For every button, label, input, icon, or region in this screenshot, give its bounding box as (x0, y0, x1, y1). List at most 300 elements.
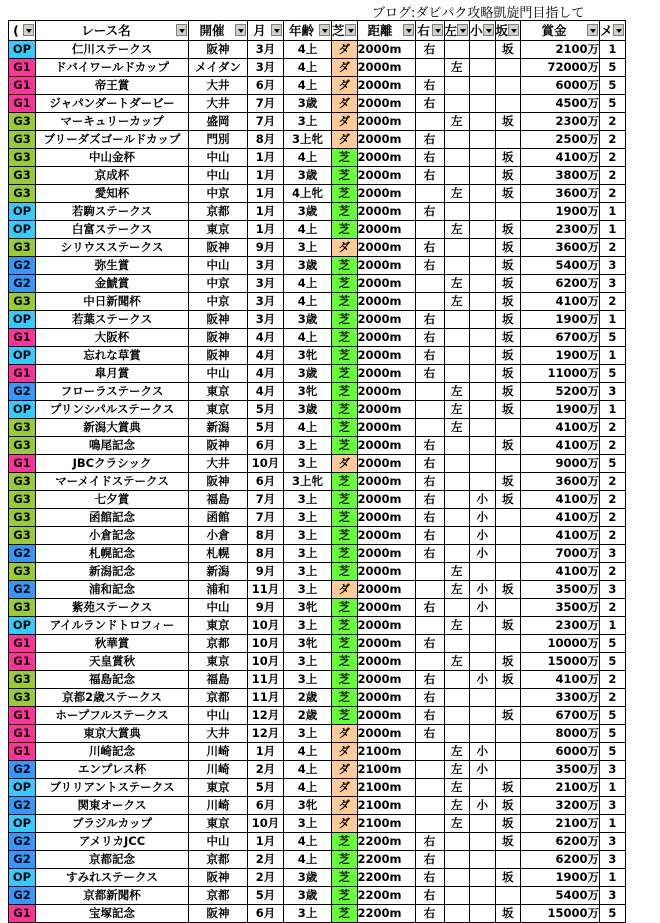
month-cell: 4月 (248, 329, 284, 347)
table-row (9, 455, 626, 473)
filter-dropdown-icon[interactable] (403, 24, 414, 36)
month-cell: 8月 (248, 527, 284, 545)
surface-cell: 芝 (332, 365, 358, 383)
column-header (495, 21, 521, 41)
surface-cell: 芝 (332, 671, 358, 689)
right-turn-cell: 右 (415, 671, 444, 689)
slope-cell: 坂 (495, 329, 521, 347)
slope-cell (495, 599, 521, 617)
small-track-cell (470, 311, 496, 329)
venue-cell: 小倉 (189, 527, 248, 545)
left-turn-cell (444, 725, 470, 743)
age-cell: 3上 (284, 671, 332, 689)
prize-cell: 3600万 (521, 239, 600, 257)
grade-cell: G3 (9, 113, 36, 131)
venue-cell: 大井 (189, 77, 248, 95)
age-cell: 3歳 (284, 869, 332, 887)
month-cell: 7月 (248, 113, 284, 131)
memory-cell: 5 (600, 365, 626, 383)
venue-cell: 大井 (189, 725, 248, 743)
memory-cell: 3 (600, 851, 626, 869)
memory-cell: 2 (600, 113, 626, 131)
right-turn-cell: 右 (415, 95, 444, 113)
month-cell: 3月 (248, 275, 284, 293)
memory-cell: 2 (600, 689, 626, 707)
slope-cell: 坂 (495, 383, 521, 401)
table-row (9, 365, 626, 383)
prize-cell: 1900万 (521, 347, 600, 365)
slope-cell: 坂 (495, 185, 521, 203)
left-turn-cell (444, 707, 470, 725)
distance-cell: 2000m (357, 563, 415, 581)
distance-cell: 2000m (357, 689, 415, 707)
table-row (9, 149, 626, 167)
race-name-cell: フローラステークス (36, 383, 189, 401)
race-name-cell: 新潟大賞典 (36, 419, 189, 437)
memory-cell: 5 (600, 725, 626, 743)
prize-cell: 5400万 (521, 887, 600, 905)
small-track-cell (470, 185, 496, 203)
filter-dropdown-icon[interactable] (508, 24, 519, 36)
slope-cell: 坂 (495, 347, 521, 365)
right-turn-cell: 右 (415, 473, 444, 491)
grade-cell: G1 (9, 365, 36, 383)
surface-cell: 芝 (332, 527, 358, 545)
grade-cell: G3 (9, 527, 36, 545)
memory-cell: 2 (600, 419, 626, 437)
distance-cell: 2100m (357, 743, 415, 761)
grade-cell: G3 (9, 185, 36, 203)
small-track-cell (470, 239, 496, 257)
race-name-cell: 白富ステークス (36, 221, 189, 239)
memory-cell: 3 (600, 545, 626, 563)
month-cell: 7月 (248, 491, 284, 509)
race-name-cell: 皐月賞 (36, 365, 189, 383)
grade-cell: G3 (9, 293, 36, 311)
left-turn-cell: 左 (444, 113, 470, 131)
slope-cell: 坂 (495, 905, 521, 923)
filter-dropdown-icon[interactable] (587, 24, 598, 36)
grade-cell: OP (9, 401, 36, 419)
distance-cell: 2200m (357, 833, 415, 851)
surface-cell: ダ (332, 59, 358, 77)
race-name-cell: 仁川ステークス (36, 41, 189, 59)
slope-cell: 坂 (495, 491, 521, 509)
filter-dropdown-icon[interactable] (457, 24, 468, 36)
venue-cell: 川崎 (189, 761, 248, 779)
filter-dropdown-icon[interactable] (613, 24, 624, 36)
filter-dropdown-icon[interactable] (23, 24, 34, 36)
race-name-cell: 弥生賞 (36, 257, 189, 275)
table-row (9, 329, 626, 347)
prize-cell: 4100万 (521, 437, 600, 455)
grade-cell: G2 (9, 761, 36, 779)
table-row (9, 437, 626, 455)
distance-cell: 2000m (357, 311, 415, 329)
small-track-cell (470, 329, 496, 347)
age-cell: 2歳 (284, 707, 332, 725)
grade-cell: G2 (9, 581, 36, 599)
left-turn-cell (444, 167, 470, 185)
right-turn-cell: 右 (415, 77, 444, 95)
table-row (9, 887, 626, 905)
venue-cell: 東京 (189, 221, 248, 239)
surface-cell: ダ (332, 131, 358, 149)
venue-cell: 中京 (189, 293, 248, 311)
memory-cell: 1 (600, 617, 626, 635)
prize-cell: 4100万 (521, 149, 600, 167)
column-header-label: 賞金 (541, 23, 567, 38)
prize-cell: 1900万 (521, 311, 600, 329)
left-turn-cell (444, 365, 470, 383)
small-track-cell (470, 419, 496, 437)
memory-cell: 2 (600, 563, 626, 581)
age-cell: 3上 (284, 653, 332, 671)
venue-cell: 中山 (189, 257, 248, 275)
venue-cell: 京都 (189, 887, 248, 905)
left-turn-cell: 左 (444, 779, 470, 797)
surface-cell: ダ (332, 77, 358, 95)
venue-cell: 中山 (189, 365, 248, 383)
venue-cell: 新潟 (189, 563, 248, 581)
month-cell: 10月 (248, 455, 284, 473)
month-cell: 11月 (248, 581, 284, 599)
prize-cell: 10000万 (521, 635, 600, 653)
month-cell: 3月 (248, 59, 284, 77)
filter-dropdown-icon[interactable] (176, 24, 187, 36)
table-row (9, 95, 626, 113)
surface-cell: 芝 (332, 617, 358, 635)
surface-cell: 芝 (332, 185, 358, 203)
left-turn-cell (444, 599, 470, 617)
right-turn-cell: 右 (415, 635, 444, 653)
small-track-cell (470, 347, 496, 365)
grade-cell: G3 (9, 473, 36, 491)
right-turn-cell: 右 (415, 311, 444, 329)
slope-cell: 坂 (495, 239, 521, 257)
age-cell: 3上牝 (284, 473, 332, 491)
surface-cell: ダ (332, 815, 358, 833)
prize-cell: 4100万 (521, 671, 600, 689)
small-track-cell (470, 77, 496, 95)
distance-cell: 2100m (357, 761, 415, 779)
race-name-cell: JBCクラシック (36, 455, 189, 473)
age-cell: 4上 (284, 41, 332, 59)
surface-cell: 芝 (332, 545, 358, 563)
left-turn-cell (444, 905, 470, 923)
surface-cell: 芝 (332, 167, 358, 185)
table-body (9, 41, 626, 923)
slope-cell (495, 689, 521, 707)
left-turn-cell: 左 (444, 59, 470, 77)
table-row (9, 851, 626, 869)
race-name-cell: 川崎記念 (36, 743, 189, 761)
memory-cell: 5 (600, 59, 626, 77)
venue-cell: 京都 (189, 203, 248, 221)
filter-dropdown-icon[interactable] (235, 24, 246, 36)
table-row (9, 653, 626, 671)
race-name-cell: 函館記念 (36, 509, 189, 527)
right-turn-cell: 右 (415, 887, 444, 905)
prize-cell: 15000万 (521, 653, 600, 671)
surface-cell: 芝 (332, 905, 358, 923)
venue-cell: 東京 (189, 401, 248, 419)
small-track-cell (470, 113, 496, 131)
venue-cell: 京都 (189, 851, 248, 869)
age-cell: 4上 (284, 419, 332, 437)
memory-cell: 1 (600, 869, 626, 887)
small-track-cell (470, 779, 496, 797)
left-turn-cell (444, 869, 470, 887)
venue-cell: 川崎 (189, 797, 248, 815)
left-turn-cell (444, 689, 470, 707)
small-track-cell: 小 (470, 527, 496, 545)
grade-cell: G3 (9, 563, 36, 581)
grade-cell: G1 (9, 635, 36, 653)
table-row (9, 725, 626, 743)
memory-cell: 3 (600, 797, 626, 815)
small-track-cell (470, 401, 496, 419)
distance-cell: 2000m (357, 491, 415, 509)
prize-cell: 7000万 (521, 545, 600, 563)
month-cell: 1月 (248, 743, 284, 761)
prize-cell: 2100万 (521, 815, 600, 833)
distance-cell: 2000m (357, 329, 415, 347)
surface-cell: ダ (332, 239, 358, 257)
table-row (9, 689, 626, 707)
distance-cell: 2000m (357, 203, 415, 221)
distance-cell: 2000m (357, 293, 415, 311)
slope-cell: 坂 (495, 275, 521, 293)
left-turn-cell: 左 (444, 293, 470, 311)
grade-cell: G1 (9, 77, 36, 95)
table-row (9, 77, 626, 95)
right-turn-cell (415, 653, 444, 671)
table-row (9, 581, 626, 599)
table-row (9, 131, 626, 149)
venue-cell: 京都 (189, 689, 248, 707)
grade-cell: G2 (9, 383, 36, 401)
race-name-cell: アメリカJCC (36, 833, 189, 851)
distance-cell: 2200m (357, 905, 415, 923)
small-track-cell: 小 (470, 491, 496, 509)
month-cell: 6月 (248, 77, 284, 95)
age-cell: 4上 (284, 851, 332, 869)
grade-cell: OP (9, 311, 36, 329)
small-track-cell: 小 (470, 545, 496, 563)
age-cell: 3上 (284, 455, 332, 473)
distance-cell: 2000m (357, 347, 415, 365)
month-cell: 5月 (248, 419, 284, 437)
distance-cell: 2000m (357, 221, 415, 239)
distance-cell: 2100m (357, 797, 415, 815)
grade-cell: G3 (9, 689, 36, 707)
venue-cell: 浦和 (189, 581, 248, 599)
prize-cell: 4100万 (521, 491, 600, 509)
right-turn-cell: 右 (415, 257, 444, 275)
left-turn-cell (444, 77, 470, 95)
table-row (9, 599, 626, 617)
table-row (9, 869, 626, 887)
surface-cell: 芝 (332, 653, 358, 671)
slope-cell: 坂 (495, 401, 521, 419)
age-cell: 3上 (284, 563, 332, 581)
left-turn-cell: 左 (444, 581, 470, 599)
small-track-cell (470, 149, 496, 167)
left-turn-cell: 左 (444, 419, 470, 437)
slope-cell (495, 509, 521, 527)
small-track-cell: 小 (470, 671, 496, 689)
small-track-cell (470, 275, 496, 293)
age-cell: 4上 (284, 329, 332, 347)
grade-cell: OP (9, 779, 36, 797)
prize-cell: 1900万 (521, 401, 600, 419)
filter-dropdown-icon[interactable] (319, 24, 330, 36)
venue-cell: 中山 (189, 707, 248, 725)
right-turn-cell (415, 797, 444, 815)
memory-cell: 1 (600, 311, 626, 329)
surface-cell: ダ (332, 95, 358, 113)
memory-cell: 2 (600, 131, 626, 149)
right-edge (654, 0, 660, 923)
surface-cell: 芝 (332, 329, 358, 347)
column-header-label: 芝 (332, 23, 345, 38)
distance-cell: 2000m (357, 77, 415, 95)
venue-cell: 函館 (189, 509, 248, 527)
prize-cell: 4100万 (521, 293, 600, 311)
memory-cell: 2 (600, 185, 626, 203)
left-turn-cell (444, 491, 470, 509)
memory-cell: 1 (600, 221, 626, 239)
small-track-cell (470, 383, 496, 401)
slope-cell: 坂 (495, 617, 521, 635)
surface-cell: 芝 (332, 203, 358, 221)
race-name-cell: エンプレス杯 (36, 761, 189, 779)
grade-cell: OP (9, 869, 36, 887)
left-turn-cell: 左 (444, 221, 470, 239)
grade-cell: G3 (9, 239, 36, 257)
left-turn-cell (444, 455, 470, 473)
grade-cell: G2 (9, 851, 36, 869)
age-cell: 3牝 (284, 347, 332, 365)
month-cell: 3月 (248, 311, 284, 329)
left-turn-cell (444, 473, 470, 491)
age-cell: 4上 (284, 833, 332, 851)
memory-cell: 3 (600, 383, 626, 401)
grade-cell: OP (9, 347, 36, 365)
age-cell: 3上 (284, 581, 332, 599)
right-turn-cell (415, 59, 444, 77)
right-turn-cell (415, 113, 444, 131)
race-name-cell: 愛知杯 (36, 185, 189, 203)
age-cell: 3牝 (284, 635, 332, 653)
surface-cell: 芝 (332, 473, 358, 491)
memory-cell: 1 (600, 401, 626, 419)
right-turn-cell: 右 (415, 509, 444, 527)
venue-cell: 東京 (189, 653, 248, 671)
table-row (9, 815, 626, 833)
left-turn-cell (444, 41, 470, 59)
left-turn-cell: 左 (444, 797, 470, 815)
memory-cell: 2 (600, 293, 626, 311)
prize-cell: 4100万 (521, 419, 600, 437)
table-row (9, 545, 626, 563)
right-turn-cell: 右 (415, 149, 444, 167)
memory-cell: 5 (600, 455, 626, 473)
venue-cell: 中山 (189, 167, 248, 185)
distance-cell: 2100m (357, 779, 415, 797)
small-track-cell (470, 689, 496, 707)
distance-cell: 2000m (357, 131, 415, 149)
race-name-cell: 浦和記念 (36, 581, 189, 599)
column-header-label: ( (13, 23, 19, 38)
age-cell: 3上 (284, 617, 332, 635)
filter-dropdown-icon[interactable] (483, 24, 494, 36)
left-turn-cell: 左 (444, 185, 470, 203)
right-turn-cell (415, 383, 444, 401)
venue-cell: 門別 (189, 131, 248, 149)
right-turn-cell (415, 275, 444, 293)
small-track-cell (470, 455, 496, 473)
distance-cell: 2000m (357, 275, 415, 293)
slope-cell: 坂 (495, 221, 521, 239)
column-header-label: 開催 (199, 23, 225, 38)
surface-cell: 芝 (332, 257, 358, 275)
race-name-cell: すみれステークス (36, 869, 189, 887)
venue-cell: 盛岡 (189, 113, 248, 131)
race-name-cell: 中日新聞杯 (36, 293, 189, 311)
column-header (600, 21, 626, 41)
race-name-cell: マーキュリーカップ (36, 113, 189, 131)
grade-cell: G2 (9, 887, 36, 905)
surface-cell: 芝 (332, 887, 358, 905)
slope-cell: 坂 (495, 581, 521, 599)
race-name-cell: アイルランドトロフィー (36, 617, 189, 635)
venue-cell: 大井 (189, 95, 248, 113)
age-cell: 4上 (284, 743, 332, 761)
table-row (9, 311, 626, 329)
venue-cell: 福島 (189, 491, 248, 509)
filter-dropdown-icon[interactable] (432, 24, 443, 36)
venue-cell: 阪神 (189, 437, 248, 455)
small-track-cell: 小 (470, 599, 496, 617)
race-name-cell: マーメイドステークス (36, 473, 189, 491)
grade-cell: G3 (9, 437, 36, 455)
distance-cell: 2000m (357, 185, 415, 203)
left-turn-cell (444, 347, 470, 365)
left-turn-cell (444, 851, 470, 869)
month-cell: 5月 (248, 887, 284, 905)
age-cell: 3歳 (284, 887, 332, 905)
distance-cell: 2000m (357, 671, 415, 689)
filter-dropdown-icon[interactable] (345, 24, 356, 36)
venue-cell: 大井 (189, 455, 248, 473)
filter-dropdown-icon[interactable] (271, 24, 282, 36)
month-cell: 6月 (248, 437, 284, 455)
venue-cell: メイダン (189, 59, 248, 77)
month-cell: 4月 (248, 383, 284, 401)
venue-cell: 中山 (189, 149, 248, 167)
surface-cell: 芝 (332, 149, 358, 167)
prize-cell: 3600万 (521, 473, 600, 491)
memory-cell: 2 (600, 473, 626, 491)
right-turn-cell: 右 (415, 365, 444, 383)
grade-cell: G1 (9, 95, 36, 113)
month-cell: 7月 (248, 509, 284, 527)
month-cell: 11月 (248, 671, 284, 689)
venue-cell: 中山 (189, 599, 248, 617)
right-turn-cell (415, 221, 444, 239)
